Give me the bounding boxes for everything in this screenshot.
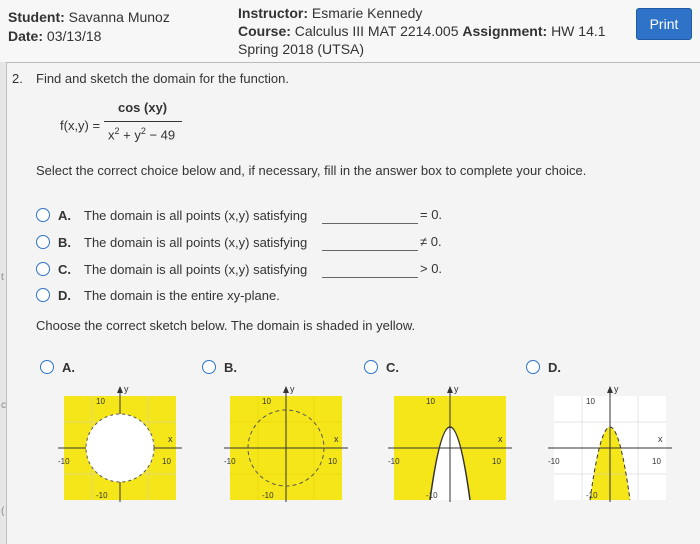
choice-letter: C. (58, 261, 71, 277)
function-numerator: cos (xy) (118, 100, 168, 115)
tick-label: -10 (262, 491, 274, 500)
tick-label: 10 (492, 457, 501, 466)
radio-choice-c[interactable] (36, 262, 50, 276)
student-name: Savanna Munoz (68, 9, 170, 25)
choice-c[interactable] (36, 259, 456, 279)
assignment-name: HW 14.1 (551, 23, 606, 39)
radio-choice-b[interactable] (36, 235, 50, 249)
den-y-exp: 2 (140, 126, 146, 136)
sketch-letter: A. (62, 359, 75, 375)
tick-label: -10 (224, 457, 236, 466)
sketch-option-b[interactable] (202, 358, 237, 376)
tick-label: -10 (388, 457, 400, 466)
assignment-label: Assignment: (462, 23, 548, 39)
tick-label: -10 (96, 491, 108, 500)
tick-label: -10 (548, 457, 560, 466)
tick-label: 10 (162, 457, 171, 466)
choice-letter: D. (58, 287, 71, 303)
answer-box-b[interactable] (322, 234, 418, 251)
den-y: + y (119, 127, 141, 143)
answer-box-c[interactable] (322, 261, 418, 278)
tick-label: -10 (426, 491, 438, 500)
x-label: x (168, 434, 173, 444)
excluded-circle (86, 414, 154, 482)
sketch-letter: D. (548, 359, 561, 375)
radio-sketch-d[interactable] (526, 360, 540, 374)
choice-text: The domain is all points (x,y) satisfying (84, 234, 308, 250)
instruction-text: Select the correct choice below and, if necessary, fill in the answer box to complete your choice. (36, 163, 587, 178)
radio-choice-d[interactable] (36, 288, 50, 302)
instructor-name: Esmarie Kennedy (311, 5, 423, 21)
den-const: − 49 (145, 127, 176, 143)
choice-a[interactable] (36, 205, 456, 225)
choice-text: The domain is the entire xy-plane. (84, 287, 280, 303)
radio-choice-a[interactable] (36, 208, 50, 222)
date-label: Date: (8, 28, 44, 44)
sketch-letter: C. (386, 359, 399, 375)
y-label: y (454, 384, 459, 394)
choice-d[interactable] (36, 285, 456, 305)
margin-mark: c (1, 400, 6, 411)
graph-b[interactable] (222, 384, 352, 504)
radio-sketch-a[interactable] (40, 360, 54, 374)
den-x: x (108, 127, 115, 143)
y-arrow (447, 386, 453, 393)
choice-text: The domain is all points (x,y) satisfying (84, 207, 308, 223)
den-x-exp: 2 (114, 126, 120, 136)
student-info (8, 8, 178, 46)
radio-sketch-b[interactable] (202, 360, 216, 374)
sketch-option-d[interactable] (526, 358, 561, 376)
y-label: y (614, 384, 619, 394)
choice-relation: ≠ 0. (420, 234, 442, 249)
y-label: y (290, 384, 295, 394)
x-label: x (658, 434, 663, 444)
tick-label: 10 (426, 397, 435, 406)
tick-label: -10 (58, 457, 70, 466)
fraction-bar (104, 121, 182, 122)
function-label: f(x,y) = (60, 118, 101, 133)
graph-c[interactable] (386, 384, 516, 504)
tick-label: 10 (652, 457, 661, 466)
question-number: 2. (12, 71, 23, 86)
x-label: x (334, 434, 339, 444)
y-arrow (283, 386, 289, 393)
sketch-option-a[interactable] (40, 358, 75, 376)
student-label: Student: (8, 9, 65, 25)
y-label: y (124, 384, 129, 394)
left-margin-strip (0, 62, 7, 544)
tick-label: 10 (262, 397, 271, 406)
sketch-prompt: Choose the correct sketch below. The domain is shaded in yellow. (36, 318, 416, 333)
course-name: Calculus III MAT 2214.005 (294, 23, 459, 39)
course-info (238, 4, 628, 58)
tick-label: 10 (586, 397, 595, 406)
instructor-label: Instructor: (238, 5, 308, 21)
choice-text: The domain is all points (x,y) satisfying (84, 261, 308, 277)
radio-sketch-c[interactable] (364, 360, 378, 374)
answer-box-a[interactable] (322, 207, 418, 224)
sketch-letter: B. (224, 359, 237, 375)
sketch-option-c[interactable] (364, 358, 399, 376)
course-label: Course: (238, 23, 291, 39)
choice-relation: = 0. (420, 207, 443, 222)
margin-mark: t (1, 272, 4, 283)
date-value: 03/13/18 (46, 28, 102, 44)
margin-mark: ( (1, 506, 5, 517)
tick-label: -10 (586, 491, 598, 500)
y-arrow (117, 386, 123, 393)
function-denominator (108, 126, 175, 142)
choice-b[interactable] (36, 232, 456, 252)
question-prompt: Find and sketch the domain for the function. (36, 71, 289, 86)
x-label: x (498, 434, 503, 444)
term: Spring 2018 (UTSA) (238, 41, 365, 57)
print-button[interactable]: Print (636, 8, 692, 40)
choice-letter: A. (58, 207, 71, 223)
header (0, 0, 700, 63)
graph-d[interactable] (546, 384, 676, 504)
y-arrow (607, 386, 613, 393)
tick-label: 10 (328, 457, 337, 466)
choice-relation: > 0. (420, 261, 443, 276)
tick-label: 10 (96, 397, 105, 406)
graph-a[interactable] (56, 384, 186, 504)
choice-letter: B. (58, 234, 71, 250)
